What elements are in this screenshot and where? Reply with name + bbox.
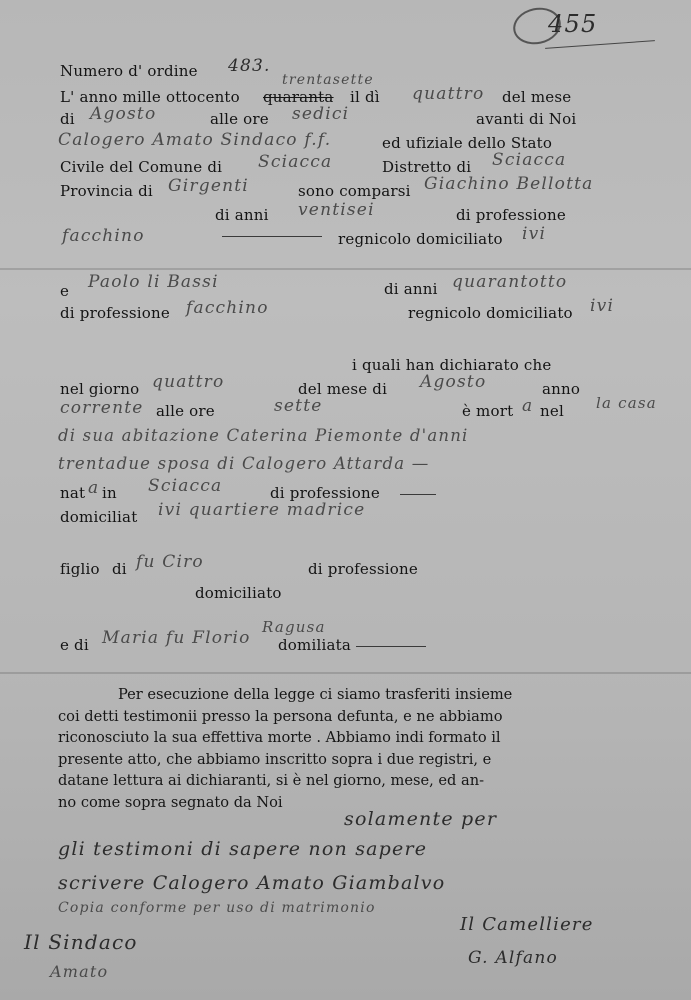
blank-line bbox=[356, 646, 426, 647]
hw-facchino-1: facchino bbox=[62, 226, 145, 246]
label-ufficiale: ed ufiziale dello Stato bbox=[382, 134, 553, 152]
hw-ivi-1: ivi bbox=[522, 224, 547, 244]
label-civile-comune: Civile del Comune di bbox=[60, 158, 223, 176]
hw-fu-ciro: fu Ciro bbox=[136, 552, 204, 572]
hw-witness-2: Paolo li Bassi bbox=[88, 272, 219, 292]
label-di-figlio: di bbox=[112, 560, 127, 578]
hw-sindaco-line: Calogero Amato Sindaco f.f. bbox=[58, 130, 332, 150]
hw-corrente: corrente bbox=[60, 398, 144, 418]
label-quaranta: quaranta bbox=[263, 88, 334, 106]
hw-remark-1: solamente per bbox=[344, 808, 498, 830]
label-nel-giorno: nel giorno bbox=[60, 380, 140, 398]
label-anno: L' anno mille ottocento bbox=[60, 88, 240, 106]
label-nel: nel bbox=[540, 402, 564, 420]
hw-sciacca-1: Sciacca bbox=[258, 152, 333, 172]
hw-remark-2: gli testimoni di sapere non sapere bbox=[58, 838, 428, 860]
label-alle-ore: alle ore bbox=[210, 110, 269, 128]
hw-facchino-2: facchino bbox=[186, 298, 269, 318]
paragraph-line: Per esecuzione della legge ci siamo trasferiti insieme bbox=[118, 686, 513, 703]
label-comparsi: sono comparsi bbox=[298, 182, 411, 200]
label-domiciliat: domiciliat bbox=[60, 508, 138, 526]
label-domiliata: domiliata bbox=[278, 636, 351, 654]
blank-line bbox=[222, 236, 322, 237]
label-regnicolo-1: regnicolo domiciliato bbox=[338, 230, 503, 248]
signature-sindaco-name: Amato bbox=[50, 962, 109, 981]
label-il-di: il dì bbox=[350, 88, 380, 106]
folio-underline bbox=[545, 40, 655, 49]
paragraph-line: coi detti testimonii presso la persona defunta, e ne abbiamo bbox=[58, 707, 503, 725]
label-di-professione-1: di professione bbox=[456, 206, 566, 224]
hw-ragusa: Ragusa bbox=[262, 618, 326, 636]
hw-agosto: Agosto bbox=[90, 104, 157, 124]
signature-camelliere: Il Camelliere bbox=[460, 914, 594, 935]
hw-witness-1: Giachino Bellotta bbox=[424, 174, 594, 194]
label-alle-ore-2: alle ore bbox=[156, 402, 215, 420]
label-mese-di: del mese di bbox=[298, 380, 388, 398]
label-di-anni: di anni bbox=[215, 206, 269, 224]
label-domiciliato-4: domiciliato bbox=[195, 584, 282, 602]
paragraph-line: presente atto, che abbiamo inscritto sopra i due registri, e bbox=[58, 750, 492, 768]
label-in: in bbox=[102, 484, 117, 502]
label-figlio: figlio bbox=[60, 560, 100, 578]
hw-domicilio: ivi quartiere madrice bbox=[158, 500, 366, 520]
label-nat: nat bbox=[60, 484, 86, 502]
hw-line-sposa: trentadue sposa di Calogero Attarda — bbox=[58, 454, 430, 473]
signature-il-sindaco: Il Sindaco bbox=[24, 930, 138, 954]
hw-sciacca-3: Sciacca bbox=[148, 476, 223, 496]
label-regnicolo-2: regnicolo domiciliato bbox=[408, 304, 573, 322]
folio-number: 455 bbox=[548, 10, 598, 38]
hw-trentasette: trentasette bbox=[282, 72, 374, 88]
hw-sette: sette bbox=[274, 396, 323, 416]
label-anno-2: anno bbox=[542, 380, 581, 398]
hw-maria-florio: Maria fu Florio bbox=[102, 628, 251, 648]
label-di: di bbox=[60, 110, 75, 128]
label-e: e bbox=[60, 282, 70, 300]
legal-paragraph bbox=[58, 684, 592, 813]
hw-quarantotto: quarantotto bbox=[452, 272, 568, 292]
hw-suffix-a: a bbox=[522, 396, 534, 416]
hw-sedici: sedici bbox=[292, 104, 350, 124]
hw-ivi-2: ivi bbox=[590, 296, 615, 316]
hw-la-casa: la casa bbox=[596, 394, 657, 412]
paragraph-line: riconosciuto la sua effettiva morte . Abbiamo indi formato il bbox=[58, 729, 501, 746]
hw-line-abitazione: di sua abitazione Caterina Piemonte d'anni bbox=[58, 426, 469, 445]
paragraph-line: no come sopra segnato da Noi bbox=[58, 793, 283, 811]
paragraph-line: datane lettura ai dichiaranti, si è nel giorno, mese, ed an- bbox=[58, 772, 485, 789]
label-e-di: e di bbox=[60, 636, 89, 654]
label-distretto: Distretto di bbox=[382, 158, 472, 176]
hw-quattro: quattro bbox=[412, 84, 485, 104]
hw-quattro-2: quattro bbox=[152, 372, 225, 392]
label-dichiarato: i quali han dichiarato che bbox=[352, 356, 552, 374]
label-del-mese: del mese bbox=[502, 88, 572, 106]
hw-remark-3: scrivere Calogero Amato Giambalvo bbox=[58, 872, 446, 894]
label-di-professione-4: di professione bbox=[308, 560, 418, 578]
hw-agosto-2: Agosto bbox=[420, 372, 487, 392]
label-numero-ordine: Numero d' ordine bbox=[60, 62, 198, 80]
signature-right: G. Alfano bbox=[468, 948, 558, 968]
label-di-professione-2: di professione bbox=[60, 304, 170, 322]
blank-line bbox=[400, 494, 436, 495]
hw-copia-conforme: Copia conforme per uso di matrimonio bbox=[58, 900, 376, 916]
hw-sciacca-2: Sciacca bbox=[492, 150, 567, 170]
hw-girgenti: Girgenti bbox=[168, 176, 249, 196]
paper-fold-line bbox=[0, 268, 691, 270]
label-di-professione-3: di professione bbox=[270, 484, 380, 502]
label-e-mort: è mort bbox=[462, 402, 514, 420]
hw-ventisei: ventisei bbox=[298, 200, 375, 220]
label-provincia: Provincia di bbox=[60, 182, 153, 200]
label-avanti-noi: avanti di Noi bbox=[476, 110, 577, 128]
hw-suffix-a-2: a bbox=[88, 478, 100, 498]
hw-numero-ordine: 483. bbox=[228, 56, 271, 76]
label-di-anni-2: di anni bbox=[384, 280, 438, 298]
paper-fold-line bbox=[0, 672, 691, 674]
